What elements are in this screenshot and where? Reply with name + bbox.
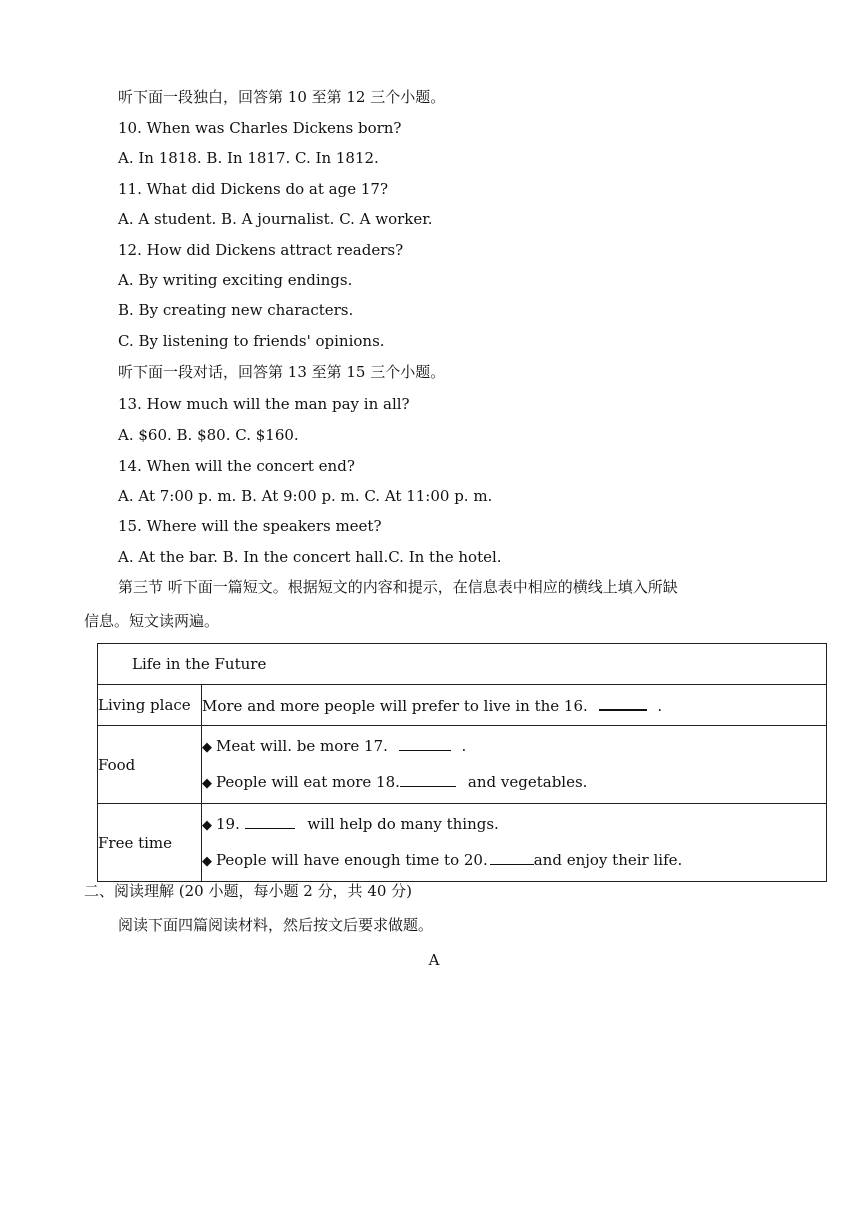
- answer-blank-17[interactable]: [399, 736, 451, 751]
- table-row: [98, 726, 827, 804]
- row-content: [202, 804, 827, 882]
- question-12-option-a: A. By writing exciting endings.: [118, 271, 353, 289]
- list-item: ◆ 19. will help do many things.: [202, 814, 499, 833]
- reading-instruction: 阅读下面四篇阅读材料，然后按文后要求做题。: [118, 916, 434, 934]
- question-12-option-b: B. By creating new characters.: [118, 301, 354, 319]
- diamond-bullet-icon: ◆: [202, 853, 212, 869]
- table-row: [98, 685, 827, 726]
- section-intro-monologue: 听下面一段独白，回答第 10 至第 12 三个小题。: [118, 88, 446, 106]
- diamond-bullet-icon: ◆: [202, 817, 212, 833]
- row-label: Free time: [98, 804, 202, 882]
- reading-section-heading: 二、阅读理解 (20 小题，每小题 2 分，共 40 分): [84, 882, 413, 900]
- list-item: ◆ People will have enough time to 20. and enjoy their life.: [202, 850, 683, 869]
- question-11-options: A. A student. B. A journalist. C. A worker.: [118, 210, 433, 228]
- answer-blank-20[interactable]: [490, 850, 534, 865]
- question-14-options: A. At 7:00 p. m. B. At 9:00 p. m. C. At 11:00 p. m.: [118, 487, 493, 505]
- info-table-title: Life in the Future: [98, 644, 827, 685]
- section-3-instruction-cont: 信息。短文读两遍。: [84, 612, 220, 630]
- row-content: [202, 726, 827, 804]
- question-14: 14. When will the concert end?: [118, 457, 355, 475]
- passage-label: A: [428, 951, 440, 969]
- question-13: 13. How much will the man pay in all?: [118, 395, 410, 413]
- diamond-bullet-icon: ◆: [202, 775, 212, 791]
- question-11: 11. What did Dickens do at age 17?: [118, 180, 388, 198]
- answer-blank-18[interactable]: [400, 772, 456, 787]
- question-15-options: A. At the bar. B. In the concert hall.C. In the hotel.: [118, 548, 502, 566]
- answer-blank-16[interactable]: [599, 695, 647, 711]
- question-13-options: A. $60. B. $80. C. $160.: [118, 426, 299, 444]
- list-item: ◆ People will eat more 18. and vegetables.: [202, 772, 588, 791]
- question-12: 12. How did Dickens attract readers?: [118, 241, 404, 259]
- table-row: [98, 804, 827, 882]
- question-12-option-c: C. By listening to friends' opinions.: [118, 332, 385, 350]
- diamond-bullet-icon: ◆: [202, 739, 212, 755]
- section-intro-dialogue: 听下面一段对话，回答第 13 至第 15 三个小题。: [118, 363, 446, 381]
- row-content: More and more people will prefer to live in the 16. .: [202, 685, 827, 726]
- question-15: 15. Where will the speakers meet?: [118, 517, 382, 535]
- section-3-instruction: 第三节 听下面一篇短文。根据短文的内容和提示，在信息表中相应的横线上填入所缺: [118, 578, 678, 596]
- info-table: [97, 643, 827, 882]
- question-10: 10. When was Charles Dickens born?: [118, 119, 402, 137]
- list-item: ◆ Meat will. be more 17. .: [202, 736, 467, 755]
- answer-blank-19[interactable]: [245, 814, 295, 829]
- row-label: Food: [98, 726, 202, 804]
- question-10-options: A. In 1818. B. In 1817. C. In 1812.: [118, 149, 379, 167]
- row-label: Living place: [98, 685, 202, 726]
